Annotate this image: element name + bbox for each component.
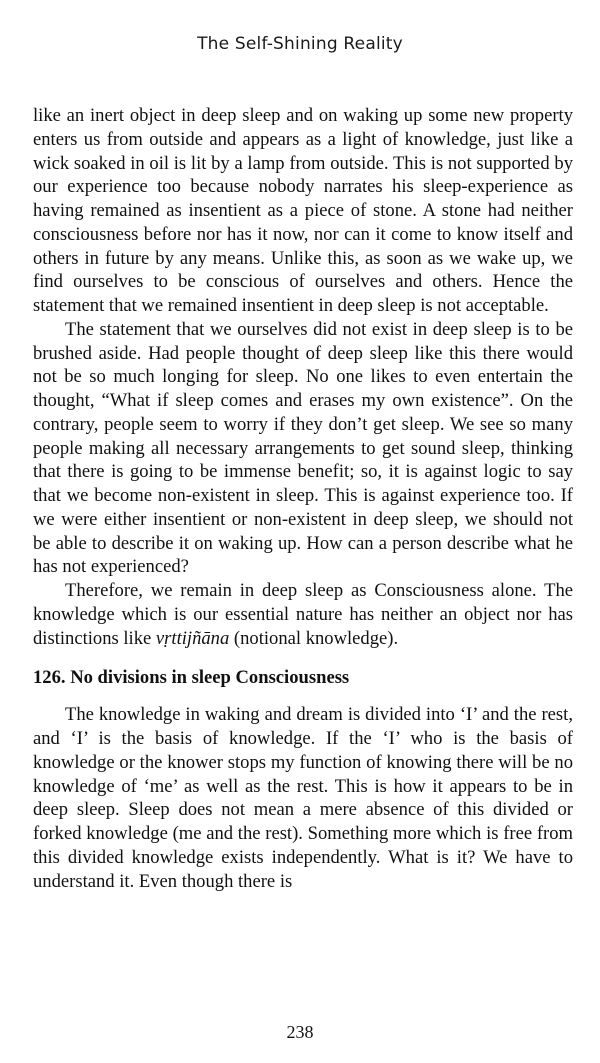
paragraph-2: The statement that we ourselves did not exist in deep sleep is to be brushed aside. Had people thought of deep sleep like this there would not be so much longing for sleep. No one likes to even entertain the thought, “What if sleep comes and erases my own existence”. On the contrary, people seem to worry if they don’t get sleep. We see so many people making all necessary arrangements to get sound sleep, thinking that there is going to be immense benefit; so, it is against logic to say that we become non-existent in sleep. This is against experience too. If we were either insentient or non-existent in deep sleep, we should not be able to describe it on waking up. How can a person describe what he has not experienced? — [33, 318, 573, 578]
running-head: The Self-Shining Reality — [197, 34, 403, 54]
paragraph-3-tail: (notional knowledge). — [229, 627, 399, 649]
paragraph-3 — [33, 579, 573, 650]
page-number: 238 — [286, 1022, 314, 1042]
paragraph-4: The knowledge in waking and dream is divided into ‘I’ and the rest, and ‘I’ is the basis of knowledge. If the ‘I’ who is the basis of knowledge or the knower stops my function of knowing there will be no knowledge of ‘me’ as well as the rest. This is how it appears to be in deep sleep. Sleep does not mean a mere absence of this divided or forked knowledge (me and the rest). Something more which is free from this divided knowledge exists independently. What is it? We have to understand it. Even though there is — [33, 704, 573, 892]
paragraph-3-text: Therefore, we remain in deep sleep as Consciousness alone. The knowledge which is our essential nature has neither an object nor has distinctions like — [33, 580, 573, 649]
sanskrit-term: vṛttijñāna — [155, 627, 230, 649]
body-text — [33, 104, 573, 893]
paragraph-1: like an inert object in deep sleep and on waking up some new property enters us from outside and appears as a light of knowledge, just like a wick soaked in oil is lit by a lamp from outside. This is not supported by our experience too because nobody narrates his sleep-experience as having remained as insentient as a piece of stone. A stone had neither consciousness before nor has it now, nor can it come to know itself and others in future by any means. Unlike this, as soon as we wake up, we find ourselves to be conscious of ourselves and others. Hence the statement that we remained insentient in deep sleep is not acceptable. — [33, 105, 573, 316]
section-heading: 126. No divisions in sleep Consciousness — [33, 667, 350, 689]
